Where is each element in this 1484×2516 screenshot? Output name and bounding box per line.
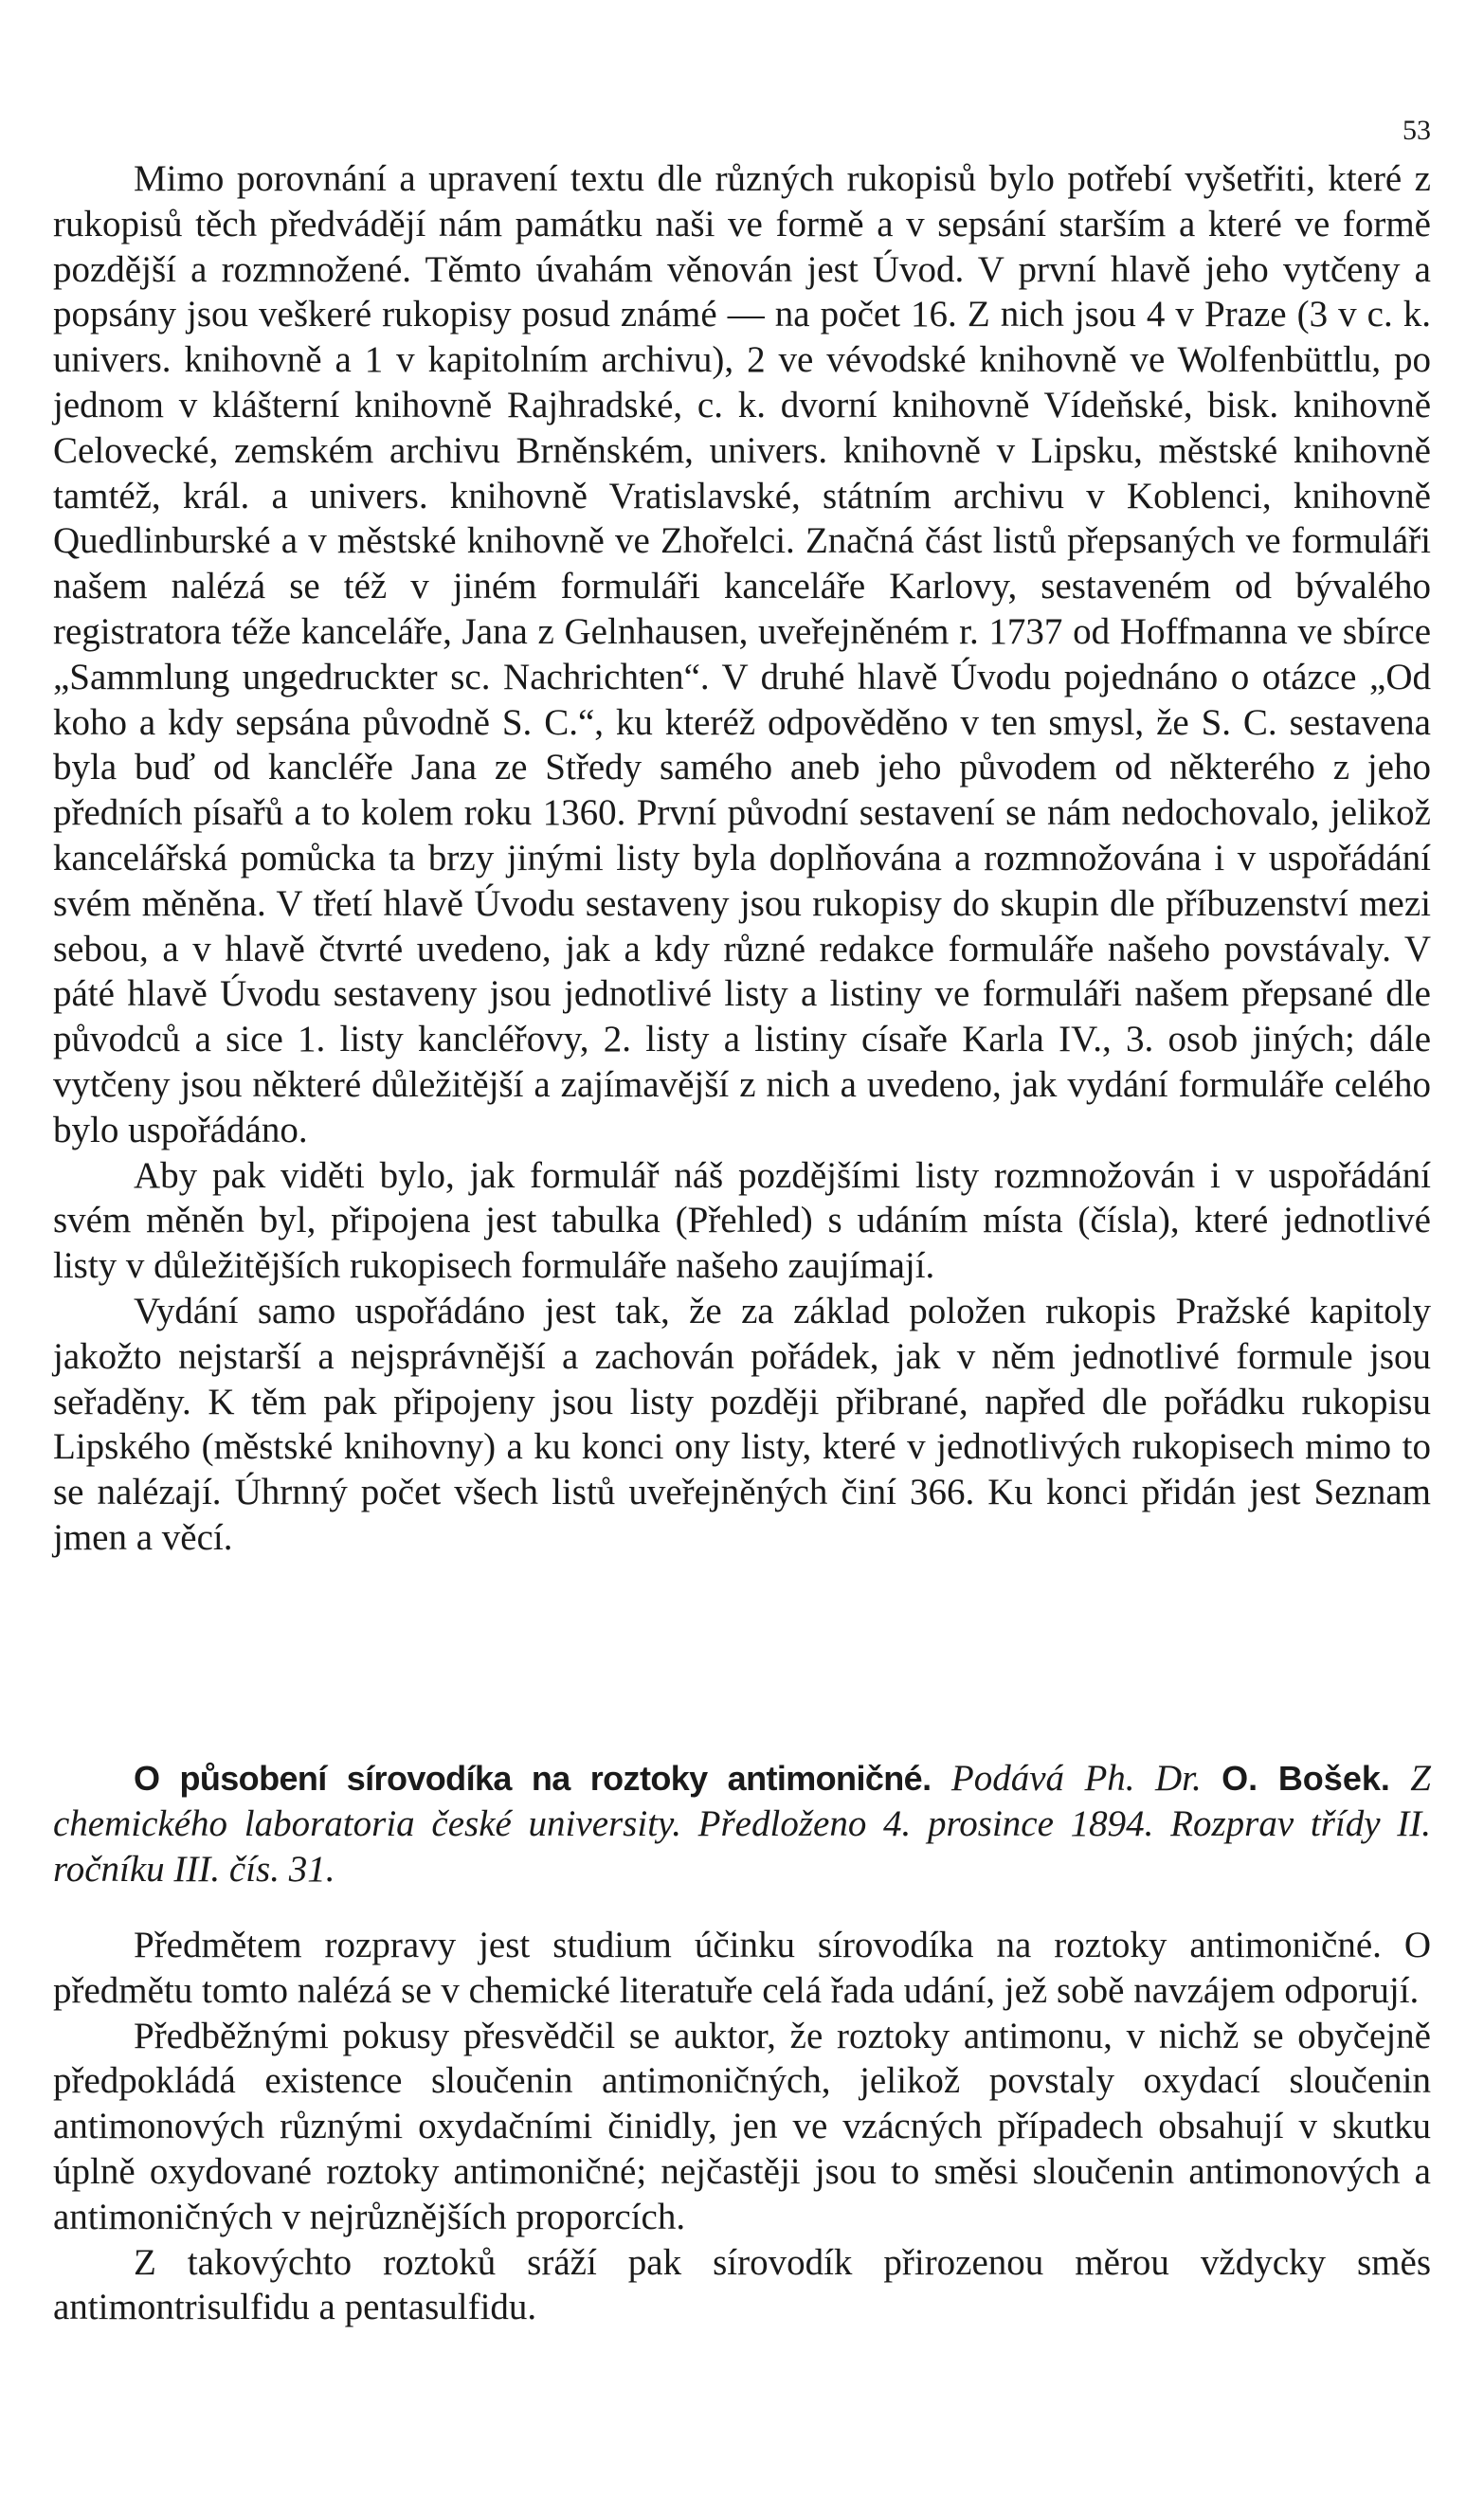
- intro-section: [53, 156, 1431, 1561]
- paragraph: Mimo porovnání a upravení textu dle různých rukopisů bylo potřebí vyšetřiti, které z rukopisů těch předvádějí nám památku naši ve formě a v sepsání starším a které ve formě pozdější a rozmnožené. Těmto úvahám věnován jest Úvod. V první hlavě jeho vytčeny a popsány jsou veškeré rukopisy posud známé — na počet 16. Z nich jsou 4 v Praze (3 v c. k. univers. knihovně a 1 v kapitolním archivu), 2 ve vévodské knihovně ve Wolfenbüttlu, po jednom v klášterní knihovně Rajhradské, c. k. dvorní knihovně Vídeňské, bisk. knihovně Celovecké, zemském archivu Brněnském, univers. knihovně v Lipsku, městské knihovně tamtéž, král. a univers. knihovně Vratislavské, státním archivu v Koblenci, knihovně Quedlinburské a v městské knihovně ve Zhořelci. Značná část listů přepsaných ve formuláři našem nalézá se též v jiném formuláři kanceláře Karlovy, sestaveném od bývalého registratora téže kanceláře, Jana z Gelnhausen, uveřejněném r. 1737 od Hoffmanna ve sbírce „Sammlung ungedruckter sc. Nachrichten“. V druhé hlavě Úvodu pojednáno o otázce „Od koho a kdy sepsána původně S. C.“, ku kteréž odpověděno v ten smysl, že S. C. sestavena byla buď od kancléře Jana ze Středy samého aneb jeho původem od některého z jeho předních písařů a to kolem roku 1360. První původní sestavení se nám nedochovalo, jelikož kancelářská pomůcka ta brzy jinými listy byla doplňována a rozmnožována i v uspořádání svém měněna. V třetí hlavě Úvodu sestaveny jsou rukopisy do skupin dle příbuzenství mezi sebou, a v hlavě čtvrté uvedeno, jak a kdy různé redakce formuláře našeho povstávaly. V páté hlavě Úvodu sestaveny jsou jednotlivé listy a listiny ve formuláři našem přepsané dle původců a sice 1. listy kancléřovy, 2. listy a listiny císaře Karla IV., 3. osob jiných; dále vytčeny jsou některé důležitější a zajímavější z nich a uvedeno, jak vydání formuláře celého bylo uspořádáno.: [53, 158, 1431, 1150]
- paragraph: Z takovýchto roztoků sráží pak sírovodík přirozenou měrou vždycky směs antimontrisulfidu a pentasulfidu.: [53, 2241, 1431, 2328]
- paragraph: Předmětem rozpravy jest studium účinku sírovodíka na roztoky antimoničné. O předmětu tomto nalézá se v chemické literatuře celá řada udání, jež sobě navzájem odporují.: [53, 1925, 1431, 2011]
- paragraph: Předběžnými pokusy přesvědčil se auktor, že roztoky antimonu, v nichž se obyčejně předpokládá existence sloučenin antimoničných, jelikož povstaly oxydací sloučenin antimonových různými oxydačními činidly, jen ve vzácných případech obsahují v skutku úplně oxydované roztoky antimoničné; nejčastěji jsou to směsi sloučenin antimonových a antimoničných v nejrůznějších proporcích.: [53, 2015, 1431, 2237]
- article-heading: [53, 1756, 1431, 1892]
- page-number: 53: [1403, 115, 1431, 146]
- article-heading-line: [53, 1756, 1431, 1892]
- article-byline: Podává Ph. Dr.: [950, 1758, 1202, 1799]
- article-title: O působení sírovodíka na roztoky antimoničné.: [134, 1759, 932, 1798]
- paragraph: Vydání samo uspořádáno jest tak, že za základ položen rukopis Pražské kapitoly jakožto nejstarší a nejsprávnější a zachován pořádek, jak v něm jednotlivé formule jsou seřaděny. K těm pak připojeny jsou listy později přibrané, napřed dle pořádku rukopisu Lipského (městské knihovny) a ku konci ony listy, které v jednotlivých rukopisech mimo to se nalézají. Úhrnný počet všech listů uveřejněných činí 366. Ku konci přidán jest Seznam jmen a věcí.: [53, 1290, 1431, 1558]
- article-author: O. Bošek.: [1222, 1759, 1390, 1798]
- paragraph: Aby pak viděti bylo, jak formulář náš pozdějšími listy rozmnožován i v uspořádání svém měněn byl, připojena jest tabulka (Přehled) s udáním místa (čísla), které jednotlivé listy v důležitějších rukopisech formuláře našeho zaujímají.: [53, 1154, 1431, 1287]
- article-source-note: Z chemického laboratoria české university. Předloženo 4. prosince 1894. Rozprav třídy II. ročníku III. čís. 31.: [53, 1758, 1431, 1890]
- article-body: [53, 1923, 1431, 2330]
